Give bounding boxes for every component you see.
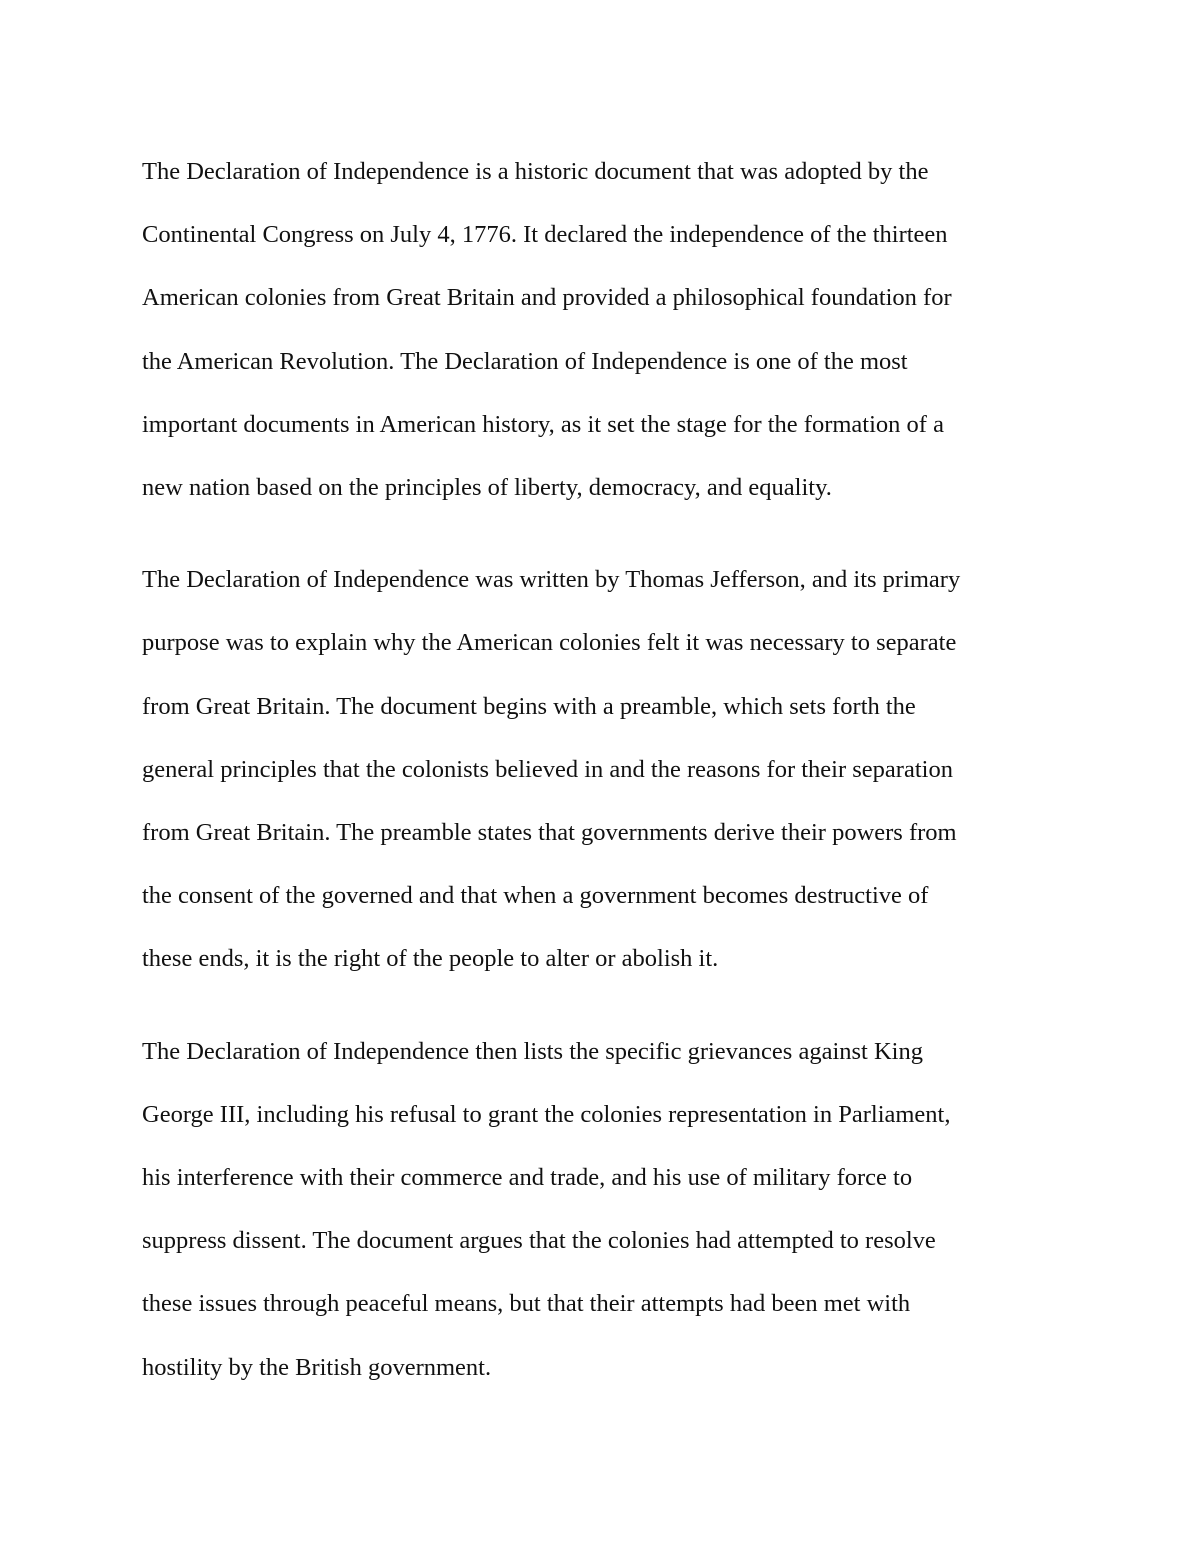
text-line: from Great Britain. The preamble states that governments derive their powers from: [142, 819, 957, 847]
text-line: these ends, it is the right of the people to alter or abolish it.: [142, 945, 719, 973]
text-line: new nation based on the principles of liberty, democracy, and equality.: [142, 474, 832, 502]
text-line: from Great Britain. The document begins with a preamble, which sets forth the: [142, 692, 916, 720]
text-line: George III, including his refusal to grant the colonies representation in Parliament,: [142, 1100, 951, 1128]
text-line: hostility by the British government.: [142, 1353, 492, 1381]
text-line: general principles that the colonists believed in and the reasons for their separation: [142, 755, 953, 783]
text-line: suppress dissent. The document argues that the colonies had attempted to resolve: [142, 1227, 936, 1255]
text-line: American colonies from Great Britain and provided a philosophical foundation for: [142, 284, 952, 312]
text-line: the American Revolution. The Declaration of Independence is one of the most: [142, 347, 908, 375]
text-line: The Declaration of Independence then lists the specific grievances against King: [142, 1037, 923, 1065]
document-body: [142, 140, 1062, 1428]
text-line: important documents in American history, as it set the stage for the formation of a: [142, 410, 944, 438]
text-line: The Declaration of Independence was written by Thomas Jefferson, and its primary: [142, 566, 961, 594]
text-line: his interference with their commerce and trade, and his use of military force to: [142, 1164, 913, 1192]
paragraph-3: [142, 1020, 1062, 1399]
text-line: these issues through peaceful means, but that their attempts had been met with: [142, 1290, 911, 1318]
text-line: purpose was to explain why the American colonies felt it was necessary to separate: [142, 629, 957, 657]
text-line: Continental Congress on July 4, 1776. It declared the independence of the thirteen: [142, 221, 948, 249]
text-line: the consent of the governed and that when a government becomes destructive of: [142, 882, 929, 910]
paragraph-2: [142, 548, 1062, 990]
text-line: The Declaration of Independence is a historic document that was adopted by the: [142, 158, 929, 185]
paragraph-1: [142, 140, 1062, 519]
